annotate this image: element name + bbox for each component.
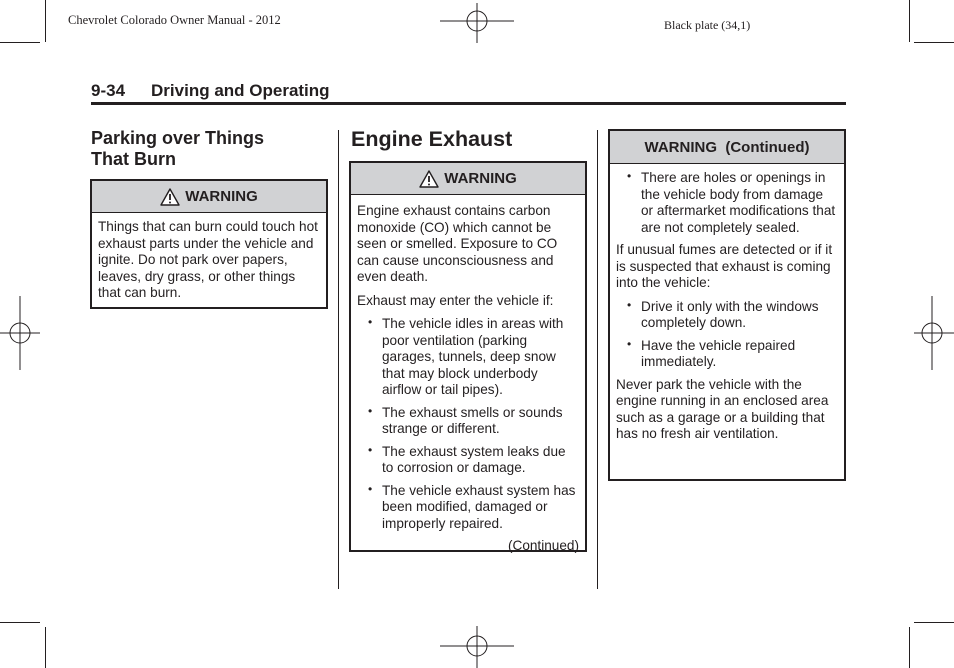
list-item: • The exhaust smells or sounds strange or different. [357,405,579,438]
warning-bullet-list [616,299,838,371]
crop-mark [909,627,910,668]
warning-bullet-list [357,316,579,532]
crop-mark [914,42,954,43]
crop-mark [909,0,910,42]
warning-paragraph: Engine exhaust contains carbon monoxide (CO) which cannot be seen or smelled. Exposure to CO can cause unconsciousness and even death. [357,203,558,284]
warning-header [92,181,326,213]
warning-triangle-icon [160,188,180,206]
warning-box-continued [608,129,846,481]
list-item: • The exhaust system leaks due to corrosion or damage. [357,444,579,477]
list-item: • Have the vehicle repaired immediately. [616,338,838,371]
continued-label: (Continued) [507,538,579,553]
warning-body [351,195,585,559]
warning-text: Things that can burn could touch hot exhaust parts under the vehicle and ignite. Do not park over papers, leaves, dry grass, or other things that can burn. [98,219,318,300]
warning-triangle-icon [419,170,439,188]
warning-box-exhaust [349,161,587,552]
registration-mark-icon [0,296,40,370]
registration-mark-icon [440,3,514,43]
section-title-engine-exhaust: Engine Exhaust [351,127,513,151]
page-header [91,81,330,101]
warning-header [610,131,844,164]
manual-title: Chevrolet Colorado Owner Manual - 2012 [68,13,281,27]
warning-body [610,164,844,454]
crop-mark [45,0,46,42]
plate-info: Black plate (34,1) [664,18,751,32]
list-item: • Drive it only with the windows completely down. [616,299,838,332]
warning-body [92,213,326,313]
page-number: 9-34 [91,81,126,100]
list-item: • There are holes or openings in the vehicle body from damage or aftermarket modifications that are not completely sealed. [616,170,838,236]
column-divider [338,130,339,589]
registration-mark-icon [440,626,514,668]
crop-mark [0,42,40,43]
warning-paragraph: If unusual fumes are detected or if it is suspected that exhaust is coming into the vehicle: [616,242,833,290]
header-rule [91,102,846,105]
warning-paragraph: Never park the vehicle with the engine running in an enclosed area such as a garage or a building that has no fresh air ventilation. [616,376,829,441]
list-item: • The vehicle exhaust system has been modified, damaged or improperly repaired. [357,483,579,533]
registration-mark-icon [914,296,954,370]
crop-mark [914,622,954,623]
warning-label: WARNING [444,170,517,187]
column-divider [597,130,598,589]
warning-header [351,163,585,195]
warning-bullet-list [616,170,838,236]
list-item: • The vehicle idles in areas with poor ventilation (parking garages, tunnels, deep snow that may block underbody airflow or tail pipes). [357,316,579,399]
crop-mark [45,627,46,668]
warning-label: WARNING [185,188,258,205]
warning-box-parking [90,179,328,309]
section-name: Driving and Operating [151,81,330,100]
section-title-parking: Parking over Things That Burn [91,128,265,169]
crop-mark [0,622,40,623]
warning-paragraph: Exhaust may enter the vehicle if: [357,292,554,308]
warning-label: WARNING (Continued) [644,138,810,156]
